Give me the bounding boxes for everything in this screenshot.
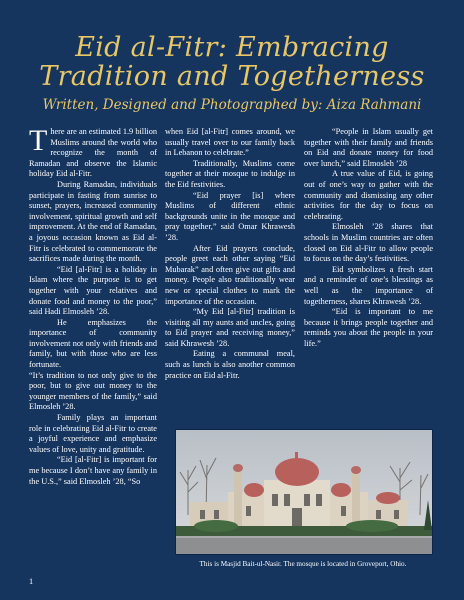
paragraph: “Eid prayer [is] where Muslims of different ethnic backgrounds unite in the mosque and pray together,” said Omar Khrawesh ’28. — [165, 190, 295, 242]
paragraph: when Eid [al-Fitr] comes around, we usually travel over to our family back in Lebanon to celebrate.” — [165, 127, 295, 158]
article-byline: Written, Designed and Photographed by: Aiza Rahmani — [42, 97, 422, 113]
paragraph: During Ramadan, individuals participate in fasting from sunrise to sunset, prayers, increased community involvement, spiritual growth and self improvement. At the end of Ramadan, a joyous occasion known as Eid al-Fitr is celebrated to commemorate the sacrifices made during the month. — [29, 179, 157, 264]
paragraph — [29, 124, 157, 180]
drop-cap: T — [29, 124, 48, 157]
paragraph: “It’s tradition to not only give to the poor, but to give out money to the younger members of the family,” said Elmosleh ’28. — [29, 370, 157, 412]
paragraph: Elmosleh ’28 shares that schools in Muslim countries are often closed on Eid al-Fitr to allow people to focus on the day’s festivities. — [304, 222, 433, 264]
paragraph: Traditionally, Muslims come together at their mosque to indulge in the Eid festivities. — [165, 158, 295, 189]
page-number: 1 — [29, 577, 34, 586]
paragraph: Family plays an important role in celebrating Eid al-Fitr to create a joyful experience and emphasize values of love, unity and gratitude. — [29, 413, 157, 454]
article-column-2 — [165, 127, 295, 381]
paragraph: “Eid [al-Fitr] is a holiday in Islam where the purpose is to get together with your relatives and donate food and money to the poor,” said Hadi Elmosleh ’28. — [29, 264, 157, 317]
paragraph: After Eid prayers conclude, people greet each other saying “Eid Mubarak” and often give out gifts and money. People also traditionally wear new or special clothes to mark the importance of the occasion. — [165, 243, 295, 306]
article-title-line-2: Tradition and Togetherness — [39, 61, 425, 92]
paragraph: “Eid [al-Fitr] is important for me because I don’t have any family in the U.S.,” said Elmosleh ’28, “So — [29, 455, 157, 486]
paragraph: “People in Islam usually get together with their family and friends on Eid and donate money for food over lunch,” said Elmosleh ’28 — [304, 127, 433, 168]
paragraph: Eating a communal meal, such as lunch is also another common practice on Eid al-Fitr. — [165, 349, 295, 380]
paragraph: Eid symbolizes a fresh start and a reminder of one’s blessings as well as the importance of togetherness, shares Khrawesh ’28. — [304, 264, 433, 306]
photo-caption: This is Masjid Bait-ul-Nasir. The mosque is located in Groveport, Ohio. — [199, 560, 407, 568]
article-column-1 — [29, 124, 157, 487]
paragraph-text: here are an estimated 1.9 billion Muslims around the world who recognize the month of Ramadan and observe the Islamic holiday Eid al-Fitr. — [29, 127, 157, 179]
paragraph: “Eid is important to me because it brings people together and reminds you about the people in your life.” — [304, 307, 433, 348]
article-column-3 — [304, 127, 433, 349]
article-title-line-1: Eid al-Fitr: Embracing — [75, 32, 389, 63]
paragraph: “My Eid [al-Fitr] tradition is visiting all my aunts and uncles, going to Eid prayer and receiving money,” said Khrawesh ’28. — [165, 307, 295, 348]
paragraph: A true value of Eid, is going out of one’s way to gather with the community and dismissing any other activities for the day to focus on celebrating. — [304, 169, 433, 221]
mosque-photo — [175, 429, 433, 555]
paragraph: He emphasizes the importance of community involvement not only with friends and family, but with those who are less fortunate. — [29, 317, 157, 370]
